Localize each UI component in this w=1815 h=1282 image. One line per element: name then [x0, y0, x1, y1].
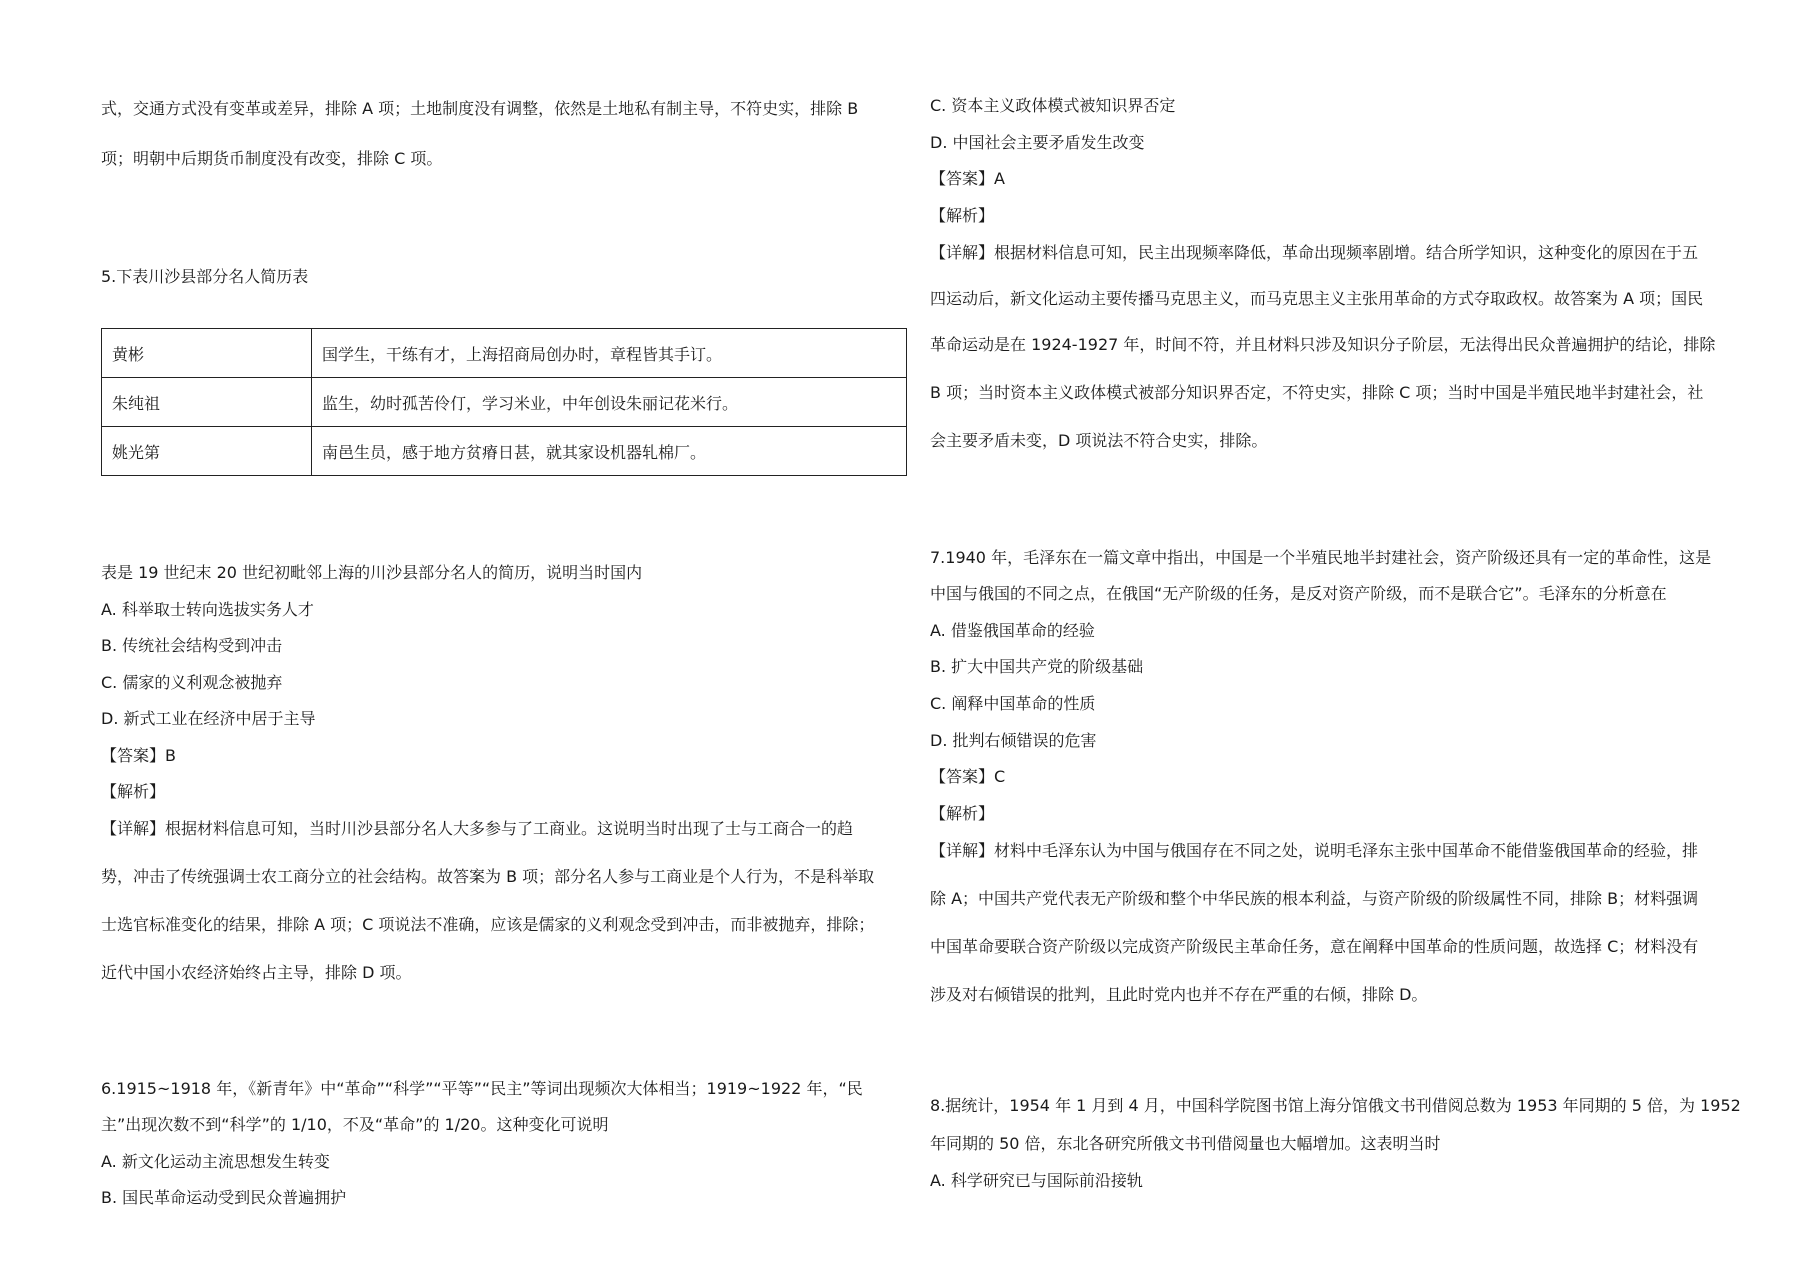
table-cell-bio: 监生，幼时孤苦伶仃，学习米业，中年创设朱丽记花米行。: [312, 378, 907, 427]
explanation-line: 革命运动是在 1924-1927 年，时间不符，并且材料只涉及知识分子阶层，无法得出民众普遍拥护的结论，排除: [930, 335, 1716, 354]
analysis-label: 【解析】: [930, 804, 995, 823]
option-a: A. 科学研究已与国际前沿接轨: [930, 1171, 1143, 1190]
explanation-line: 【详解】根据材料信息可知，民主出现频率降低，革命出现频率剧增。结合所学知识，这种变化的原因在于五: [930, 243, 1699, 262]
option-a: A. 新文化运动主流思想发生转变: [101, 1152, 330, 1171]
explanation-line: 近代中国小农经济始终占主导，排除 D 项。: [101, 963, 412, 982]
explanation-line: B 项；当时资本主义政体模式被部分知识界否定，不符史实，排除 C 项；当时中国是半殖民地半封建社会，社: [930, 383, 1704, 402]
question-7-stem: 中国与俄国的不同之点，在俄国“无产阶级的任务，是反对资产阶级，而不是联合它”。毛泽东的分析意在: [930, 584, 1667, 603]
answer: 【答案】B: [101, 746, 176, 765]
explanation-line: 四运动后，新文化运动主要传播马克思主义，而马克思主义主张用革命的方式夺取政权。故答案为 A 项；国民: [930, 289, 1704, 308]
explanation-line: 【详解】根据材料信息可知，当时川沙县部分名人大多参与了工商业。这说明当时出现了士与工商合一的趋: [101, 819, 854, 838]
table-cell-name: 黄彬: [102, 329, 312, 378]
table-row: [102, 427, 907, 476]
option-a: A. 科举取士转向选拔实务人才: [101, 600, 314, 619]
option-c: C. 儒家的义利观念被抛弃: [101, 673, 283, 692]
option-c: C. 资本主义政体模式被知识界否定: [930, 96, 1176, 115]
question-8-stem: 8.据统计，1954 年 1 月到 4 月，中国科学院图书馆上海分馆俄文书刊借阅总数为 1953 年同期的 5 倍，为 1952: [930, 1096, 1741, 1115]
question-7-stem: 7.1940 年，毛泽东在一篇文章中指出，中国是一个半殖民地半封建社会，资产阶级还具有一定的革命性，这是: [930, 548, 1712, 567]
table-cell-name: 姚光第: [102, 427, 312, 476]
option-b: B. 国民革命运动受到民众普遍拥护: [101, 1188, 347, 1207]
option-c: C. 阐释中国革命的性质: [930, 694, 1096, 713]
answer: 【答案】A: [930, 169, 1005, 188]
explanation-line: 会主要矛盾未变，D 项说法不符合史实，排除。: [930, 431, 1268, 450]
answer: 【答案】C: [930, 767, 1006, 786]
explanation-line: 士选官标准变化的结果，排除 A 项；C 项说法不准确，应该是儒家的义利观念受到冲击，而非被抛弃，排除；: [101, 915, 875, 934]
option-b: B. 扩大中国共产党的阶级基础: [930, 657, 1144, 676]
question-6-stem: 6.1915~1918 年，《新青年》中“革命”“科学”“平等”“民主”等词出现频次大体相当；1919~1922 年，“民: [101, 1079, 863, 1098]
table-cell-bio: 国学生，干练有才，上海招商局创办时，章程皆其手订。: [312, 329, 907, 378]
continued-text-line: 项；明朝中后期货币制度没有改变，排除 C 项。: [101, 149, 443, 168]
table-cell-bio: 南邑生员，感于地方贫瘠日甚，就其家设机器轧棉厂。: [312, 427, 907, 476]
question-5-stem: 5.下表川沙县部分名人简历表: [101, 267, 309, 286]
option-a: A. 借鉴俄国革命的经验: [930, 621, 1095, 640]
analysis-label: 【解析】: [101, 782, 166, 801]
explanation-line: 势，冲击了传统强调士农工商分立的社会结构。故答案为 B 项；部分名人参与工商业是个人行为，不是科举取: [101, 867, 875, 886]
table-row: [102, 329, 907, 378]
biography-table: [101, 328, 907, 476]
table-cell-name: 朱纯祖: [102, 378, 312, 427]
continued-text-line: 式，交通方式没有变革或差异，排除 A 项；土地制度没有调整，依然是土地私有制主导，不符史实，排除 B: [101, 99, 859, 118]
option-b: B. 传统社会结构受到冲击: [101, 636, 283, 655]
explanation-line: 涉及对右倾错误的批判，且此时党内也并不存在严重的右倾，排除 D。: [930, 985, 1428, 1004]
explanation-line: 【详解】材料中毛泽东认为中国与俄国存在不同之处，说明毛泽东主张中国革命不能借鉴俄国革命的经验，排: [930, 841, 1699, 860]
option-d: D. 批判右倾错误的危害: [930, 731, 1097, 750]
explanation-line: 除 A；中国共产党代表无产阶级和整个中华民族的根本利益，与资产阶级的阶级属性不同，排除 B；材料强调: [930, 889, 1699, 908]
question-6-stem: 主”出现次数不到“科学”的 1/10，不及“革命”的 1/20。这种变化可说明: [101, 1115, 609, 1134]
option-d: D. 中国社会主要矛盾发生改变: [930, 133, 1145, 152]
analysis-label: 【解析】: [930, 206, 995, 225]
table-row: [102, 378, 907, 427]
question-5-text: 表是 19 世纪末 20 世纪初毗邻上海的川沙县部分名人的简历，说明当时国内: [101, 563, 643, 582]
option-d: D. 新式工业在经济中居于主导: [101, 709, 316, 728]
question-8-stem: 年同期的 50 倍，东北各研究所俄文书刊借阅量也大幅增加。这表明当时: [930, 1134, 1441, 1153]
explanation-line: 中国革命要联合资产阶级以完成资产阶级民主革命任务，意在阐释中国革命的性质问题，故选择 C；材料没有: [930, 937, 1699, 956]
